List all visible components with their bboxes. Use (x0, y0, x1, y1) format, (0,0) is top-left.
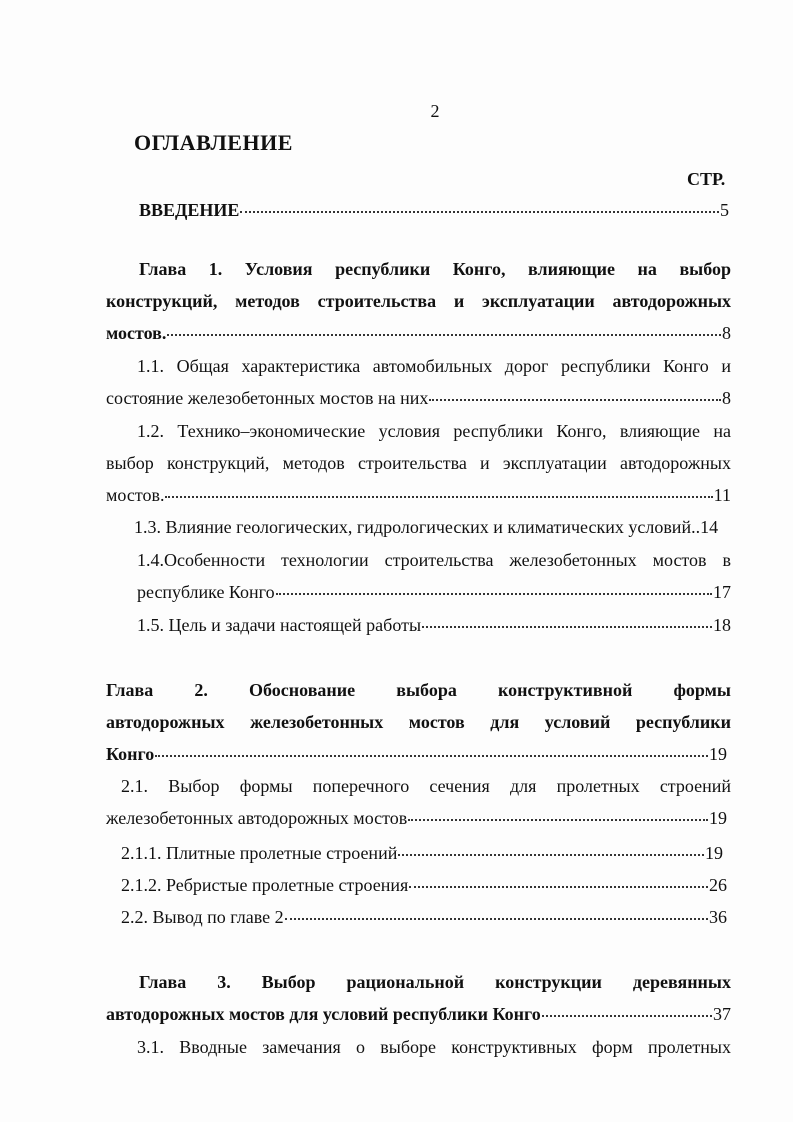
toc-page-number: 17 (713, 582, 731, 602)
toc-chapter1-line1[interactable]: Глава 1. Условия республики Конго, влияющие на выбор (139, 259, 731, 279)
toc-entry-text: автодорожных мостов для условий республики Конго (106, 1004, 541, 1024)
page-number: 2 (430, 101, 440, 121)
dot-leader (240, 210, 719, 213)
toc-entry-text: ВВЕДЕНИЕ (139, 200, 240, 220)
toc-entry-text: состояние железобетонных мостов на них (106, 388, 429, 408)
dot-leader (276, 592, 712, 595)
page-column-label: СТР. (687, 169, 726, 189)
toc-section-2-1-line2[interactable] (106, 807, 727, 829)
dot-leader (398, 853, 704, 856)
dot-leader (542, 1014, 712, 1017)
dot-leader (167, 333, 721, 336)
toc-page-number: 11 (713, 485, 731, 505)
toc-section-1-2-line2[interactable]: выбор конструкций, методов строительства и эксплуатации автодорожных (106, 453, 731, 473)
toc-section-1-2-line3[interactable] (106, 484, 731, 506)
toc-section-1-1-line2[interactable] (106, 387, 731, 409)
dot-leader (409, 885, 708, 888)
dot-leader (408, 818, 708, 821)
toc-entry-text: 1.5. Цель и задачи настоящей работы (137, 615, 422, 635)
toc-section-1-4-line1[interactable]: 1.4.Особенности технологии строительства железобетонных мостов в (137, 550, 731, 570)
toc-entry-text: железобетонных автодорожных мостов (106, 808, 408, 828)
toc-entry-text: 2.1.1. Плитные пролетные строений (121, 843, 398, 863)
toc-entry-text: республике Конго (137, 582, 275, 602)
toc-page-number: 18 (713, 615, 731, 635)
toc-page-number: 8 (722, 323, 731, 343)
dot-leader (429, 398, 721, 401)
toc-section-3-1-line1[interactable]: 3.1. Вводные замечания о выборе конструктивных форм пролетных (137, 1037, 731, 1057)
toc-section-1-1-line1[interactable]: 1.1. Общая характеристика автомобильных дорог республики Конго и (137, 356, 731, 376)
toc-section-1-3[interactable]: 1.3. Влияние геологических, гидрологических и климатических условий..14 (134, 517, 719, 537)
toc-page-number: 36 (709, 907, 727, 927)
toc-section-2-1-2[interactable] (121, 874, 727, 896)
toc-page-number: 19 (705, 843, 723, 863)
toc-section-2-2[interactable] (121, 906, 727, 928)
toc-page-number: 8 (722, 388, 731, 408)
toc-page-number: 5 (720, 200, 729, 220)
toc-chapter2-line3[interactable] (106, 743, 727, 765)
toc-chapter1-line3[interactable] (106, 322, 731, 344)
dot-leader (165, 495, 712, 498)
toc-entry-text: 2.1.2. Ребристые пролетные строения (121, 875, 409, 895)
toc-section-1-2-line1[interactable]: 1.2. Технико–экономические условия республики Конго, влияющие на (137, 421, 731, 441)
dot-leader (155, 754, 708, 757)
toc-page-number: 19 (709, 744, 727, 764)
toc-entry-intro[interactable] (139, 199, 729, 221)
dot-leader (285, 917, 708, 920)
toc-chapter1-line2[interactable]: конструкций, методов строительства и эксплуатации автодорожных (106, 291, 731, 311)
toc-page-number: 19 (709, 808, 727, 828)
toc-entry-text: Конго (106, 744, 155, 764)
toc-page-number: 26 (709, 875, 727, 895)
toc-chapter3-line2[interactable] (106, 1003, 731, 1025)
toc-section-1-4-line2[interactable] (137, 581, 731, 603)
toc-section-2-1-line1[interactable]: 2.1. Выбор формы поперечного сечения для пролетных строений (121, 776, 731, 796)
dot-leader (422, 625, 712, 628)
toc-chapter2-line2[interactable]: автодорожных железобетонных мостов для условий республики (106, 712, 731, 732)
toc-entry-text: 2.2. Вывод по главе 2 (121, 907, 284, 927)
toc-entry-text: мостов. (106, 323, 167, 343)
toc-chapter2-line1[interactable]: Глава 2. Обоснование выбора конструктивной формы (106, 680, 731, 700)
toc-page-number: 37 (713, 1004, 731, 1024)
toc-section-2-1-1[interactable] (121, 842, 723, 864)
toc-chapter3-line1[interactable]: Глава 3. Выбор рациональной конструкции деревянных (139, 972, 731, 992)
toc-entry-text: мостов. (106, 485, 165, 505)
toc-section-1-5[interactable] (137, 614, 731, 636)
page-title: ОГЛАВЛЕНИЕ (134, 130, 293, 155)
